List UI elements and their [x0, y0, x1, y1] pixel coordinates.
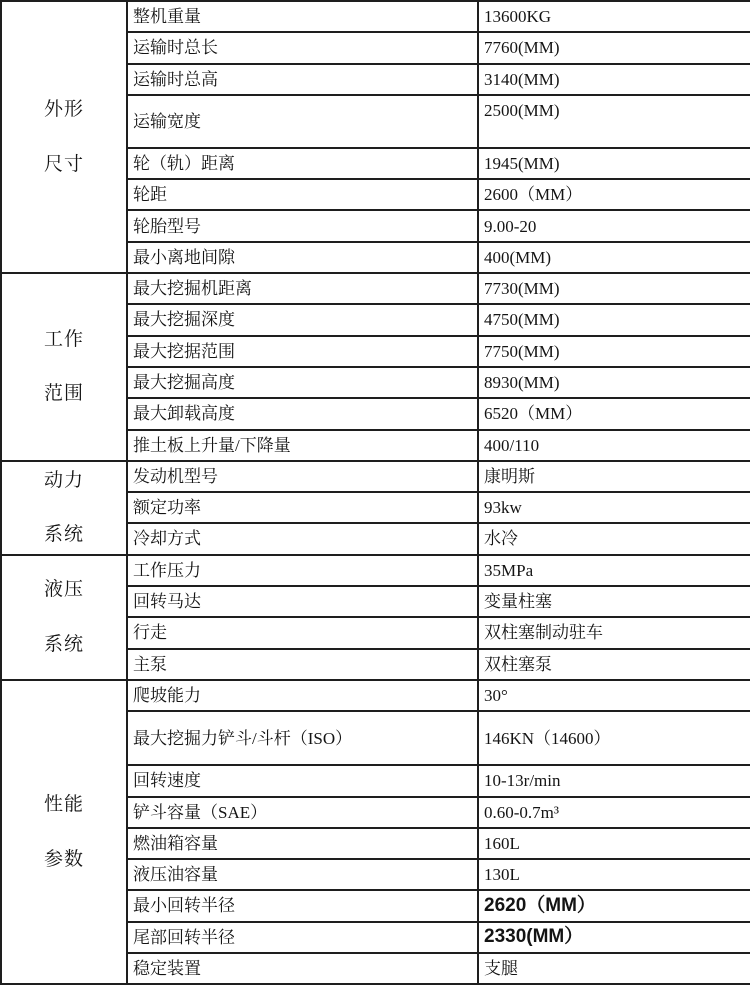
spec-value: 2330(MM）: [478, 922, 750, 953]
table-row: [1, 461, 750, 492]
spec-label: 最大挖掘力铲斗/斗杆（ISO）: [127, 711, 478, 765]
spec-label: 最大挖据范围: [127, 336, 478, 367]
spec-value: 双柱塞泵: [478, 649, 750, 680]
spec-value: 35MPa: [478, 555, 750, 586]
spec-value: 7760(MM): [478, 32, 750, 63]
category-label-line2: 系统: [43, 524, 84, 546]
spec-value: 93kw: [478, 492, 750, 523]
spec-value: 3140(MM): [478, 64, 750, 95]
spec-label: 最小离地间隙: [127, 242, 478, 273]
spec-value: 支腿: [478, 953, 750, 984]
spec-label: 最大挖掘机距离: [127, 273, 478, 304]
spec-label: 发动机型号: [127, 461, 478, 492]
spec-value: 10-13r/min: [478, 765, 750, 796]
spec-label: 轮（轨）距离: [127, 148, 478, 179]
table-row: [1, 273, 750, 304]
spec-value: 6520（MM）: [478, 398, 750, 429]
spec-value: 0.60-0.7m³: [478, 797, 750, 828]
spec-label: 整机重量: [127, 1, 478, 32]
spec-value: 400(MM): [478, 242, 750, 273]
spec-value: 13600KG: [478, 1, 750, 32]
spec-label: 爬坡能力: [127, 680, 478, 711]
spec-value: 400/110: [478, 430, 750, 461]
table-row: [1, 680, 750, 711]
spec-value: 9.00-20: [478, 210, 750, 241]
category-power-system: [1, 461, 127, 555]
spec-value: 130L: [478, 859, 750, 890]
category-label-line1: 动力: [43, 469, 84, 491]
spec-value: 7750(MM): [478, 336, 750, 367]
category-dimensions: [1, 1, 127, 273]
spec-label: 最大挖掘深度: [127, 304, 478, 335]
spec-label: 燃油箱容量: [127, 828, 478, 859]
spec-value: 双柱塞制动驻车: [478, 617, 750, 648]
spec-label: 运输宽度: [127, 95, 478, 148]
spec-label: 铲斗容量（SAE）: [127, 797, 478, 828]
spec-label: 运输时总高: [127, 64, 478, 95]
spec-label: 最大卸载高度: [127, 398, 478, 429]
spec-value: 2600（MM）: [478, 179, 750, 210]
spec-value: 30°: [478, 680, 750, 711]
category-label-line1: 外形: [43, 98, 84, 120]
spec-label: 轮距: [127, 179, 478, 210]
spec-label: 行走: [127, 617, 478, 648]
table-row: [1, 1, 750, 32]
spec-label: 稳定装置: [127, 953, 478, 984]
spec-label: 最大挖掘高度: [127, 367, 478, 398]
spec-value: 8930(MM): [478, 367, 750, 398]
spec-label: 回转速度: [127, 765, 478, 796]
category-performance: [1, 680, 127, 984]
spec-label: 运输时总长: [127, 32, 478, 63]
category-label-line2: 范围: [43, 383, 84, 405]
spec-label: 额定功率: [127, 492, 478, 523]
spec-value: 水冷: [478, 523, 750, 554]
spec-label: 液压油容量: [127, 859, 478, 890]
spec-value: 4750(MM): [478, 304, 750, 335]
spec-value: 变量柱塞: [478, 586, 750, 617]
spec-value: 1945(MM): [478, 148, 750, 179]
spec-label: 冷却方式: [127, 523, 478, 554]
category-hydraulic-system: [1, 555, 127, 680]
category-working-range: [1, 273, 127, 461]
category-label-line2: 尺寸: [43, 153, 84, 175]
category-label-line2: 系统: [43, 633, 84, 655]
spec-value: 2500(MM): [478, 95, 750, 148]
spec-value: 146KN（14600）: [478, 711, 750, 765]
spec-label: 主泵: [127, 649, 478, 680]
spec-label: 推土板上升量/下降量: [127, 430, 478, 461]
spec-label: 回转马达: [127, 586, 478, 617]
spec-value: 康明斯: [478, 461, 750, 492]
category-label-line1: 工作: [43, 328, 84, 350]
table-row: [1, 555, 750, 586]
spec-value: 2620（MM）: [478, 890, 750, 921]
category-label-line1: 液压: [43, 579, 84, 601]
category-label-line1: 性能: [43, 793, 84, 815]
spec-label: 工作压力: [127, 555, 478, 586]
spec-value: 7730(MM): [478, 273, 750, 304]
spec-label: 轮胎型号: [127, 210, 478, 241]
category-label-line2: 参数: [43, 848, 84, 870]
spec-label: 最小回转半径: [127, 890, 478, 921]
spec-value: 160L: [478, 828, 750, 859]
spec-label: 尾部回转半径: [127, 922, 478, 953]
